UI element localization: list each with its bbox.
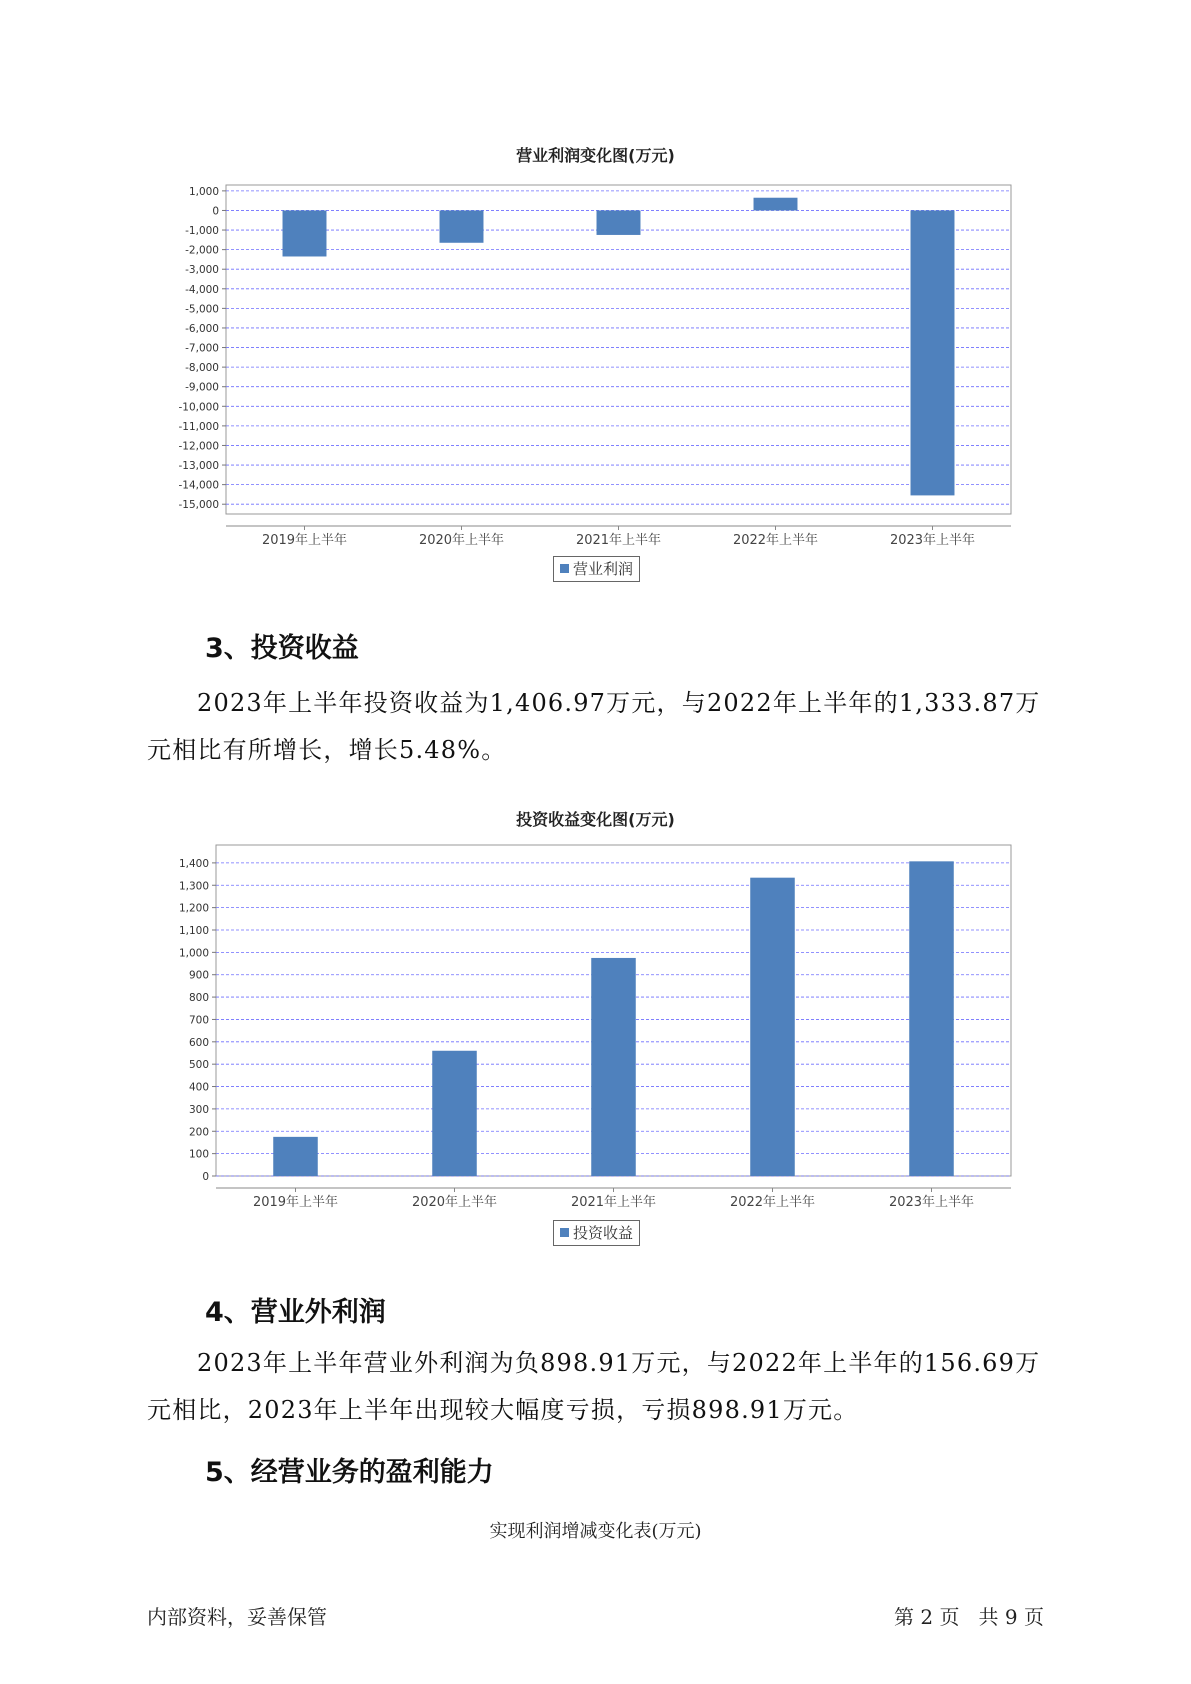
chart1-y-tick-label: -11,000 [178, 420, 219, 433]
chart2-y-tick-label: 600 [188, 1036, 209, 1049]
chart2-y-tick-label: 100 [188, 1148, 209, 1161]
chart2-x-tick-label: 2023年上半年 [888, 1195, 975, 1210]
chart1-x-tick-label: 2021年上半年 [575, 533, 662, 548]
chart2-y-tick-label: 1,300 [178, 880, 209, 893]
section-4-paragraph: 2023年上半年营业外利润为负898.91万元，与2022年上半年的156.69万元相比，2023年上半年出现较大幅度亏损，亏损898.91万元。 [147, 1349, 1041, 1424]
chart2-y-tick-label: 1,100 [178, 924, 209, 937]
chart1-y-tick-label: -5,000 [185, 303, 219, 316]
chart2-y-tick-label: 0 [202, 1171, 209, 1183]
section-3-paragraph: 2023年上半年投资收益为1,406.97万元，与2022年上半年的1,333.87万元相比有所增长，增长5.48%。 [147, 689, 1041, 764]
chart2-legend [553, 1220, 640, 1246]
footer-left: 内部资料，妥善保管 [147, 1605, 327, 1629]
section-4-heading: 4、营业外利润 [205, 1297, 386, 1328]
chart1-y-tick-label: -13,000 [178, 460, 219, 473]
chart1-x-tick-label: 2020年上半年 [418, 533, 505, 548]
chart2-x-tick-label: 2020年上半年 [411, 1195, 498, 1210]
chart1-y-tick-label: 1,000 [188, 185, 219, 198]
chart2-bar [591, 958, 636, 1176]
chart1-title: 营业利润变化图(万元) [516, 146, 675, 165]
chart2-x-tick-label: 2021年上半年 [570, 1195, 657, 1210]
chart2-bar [909, 861, 954, 1176]
section-5-heading: 5、经营业务的盈利能力 [205, 1457, 494, 1488]
chart2-y-tick-label: 1,400 [178, 857, 209, 870]
chart1-y-tick-label: 0 [212, 205, 219, 218]
chart1-y-tick-label: -6,000 [185, 322, 219, 335]
chart1-y-tick-label: -7,000 [185, 342, 219, 355]
chart1-y-tick-label: -4,000 [185, 283, 219, 296]
footer-page-number: 第 2 页 共 9 页 [894, 1605, 1044, 1629]
chart1-x-tick-label: 2022年上半年 [732, 533, 819, 548]
chart1-y-tick-label: -15,000 [178, 499, 219, 512]
chart1-y-tick-label: -3,000 [185, 264, 219, 277]
chart1-y-tick-label: -8,000 [185, 362, 219, 375]
section-3-heading: 3、投资收益 [205, 633, 359, 664]
chart2-title: 投资收益变化图(万元) [516, 810, 675, 829]
chart2-bar [273, 1137, 318, 1176]
chart2-bar [432, 1051, 477, 1176]
chart1-x-tick-label: 2019年上半年 [261, 533, 348, 548]
table-caption: 实现利润增减变化表(万元) [489, 1521, 702, 1542]
chart2-y-tick-label: 1,200 [178, 902, 209, 915]
chart2-y-tick-label: 1,000 [178, 947, 209, 960]
chart2-x-tick-label: 2022年上半年 [729, 1195, 816, 1210]
chart2-y-tick-label: 300 [188, 1103, 209, 1116]
chart1-y-tick-label: -10,000 [178, 401, 219, 414]
chart2-y-tick-label: 400 [188, 1081, 209, 1094]
chart2-legend-label: 投资收益 [573, 1224, 634, 1242]
chart1-y-tick-label: -1,000 [185, 225, 219, 238]
chart1-x-tick-label: 2023年上半年 [889, 533, 976, 548]
chart1-y-tick-label: -12,000 [178, 440, 219, 453]
chart2-y-tick-label: 500 [188, 1059, 209, 1072]
chart1-y-tick-label: -9,000 [185, 381, 219, 394]
chart2-y-tick-label: 200 [188, 1126, 209, 1139]
chart2-x-tick-label: 2019年上半年 [252, 1195, 339, 1210]
chart2-y-tick-label: 700 [188, 1014, 209, 1027]
chart1-y-tick-label: -2,000 [185, 244, 219, 257]
chart1-y-tick-label: -14,000 [178, 479, 219, 492]
chart2-y-tick-label: 900 [188, 969, 209, 982]
chart2-y-tick-label: 800 [188, 992, 209, 1005]
chart1-legend-label: 营业利润 [573, 560, 634, 578]
chart2-legend-swatch [560, 1228, 569, 1237]
chart2-bar [750, 878, 795, 1176]
